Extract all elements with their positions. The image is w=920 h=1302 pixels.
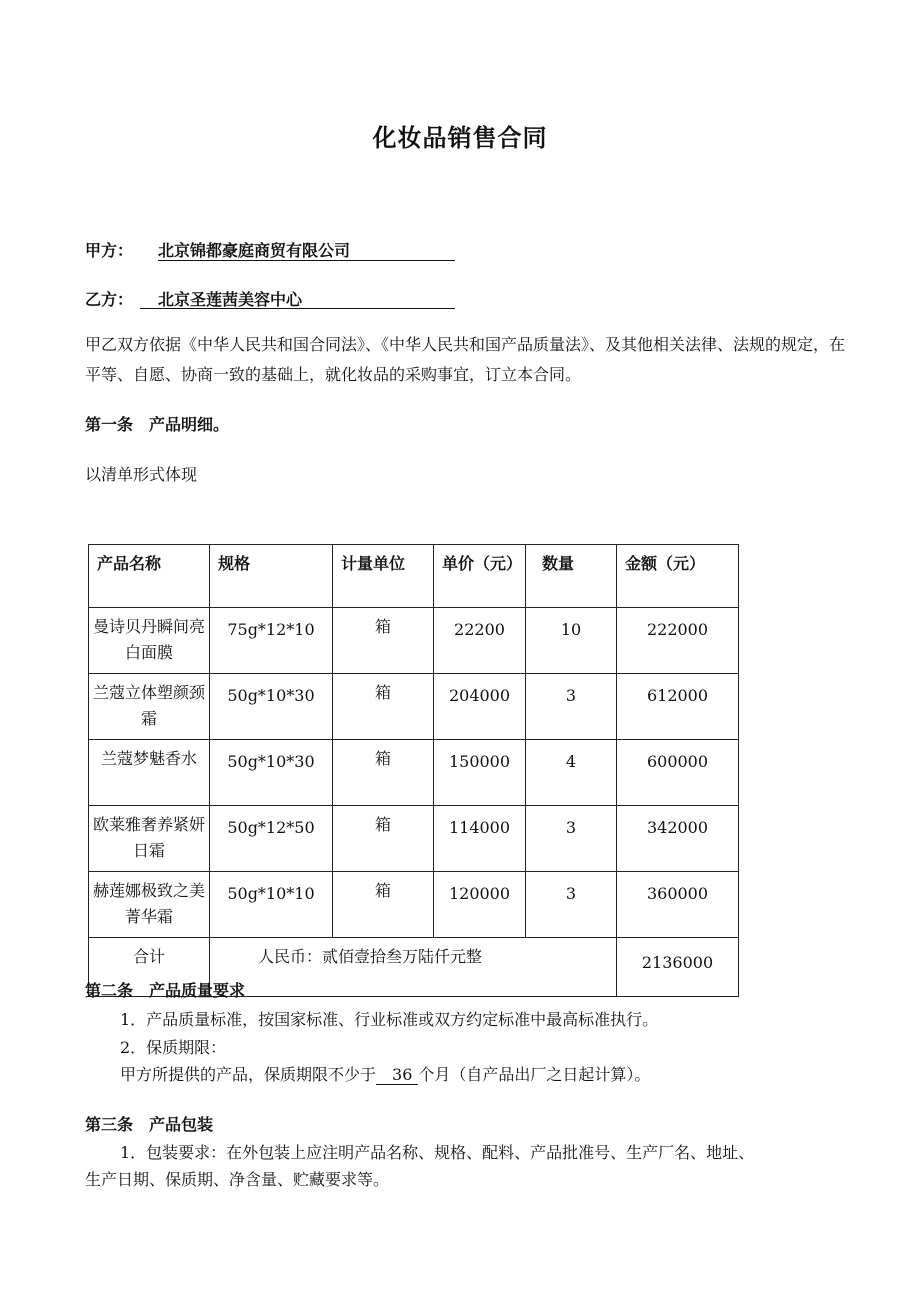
- table-row: [89, 608, 739, 674]
- intro-paragraph: 甲乙双方依据《中华人民共和国合同法》、《中华人民共和国产品质量法》、及其他相关法律、法规的规定，在平等、自愿、协商一致的基础上，就化妆品的采购事宜，订立本合同。: [85, 335, 846, 384]
- party-b: [85, 287, 303, 310]
- header-unit: 计量单位: [333, 545, 434, 608]
- product-price: 204000: [434, 674, 526, 740]
- article-3-number: 第三条: [85, 1115, 134, 1134]
- article-2-title: 产品质量要求: [149, 981, 246, 1000]
- party-a-label: 甲方：: [85, 241, 134, 260]
- product-quantity: 3: [526, 674, 617, 740]
- table-row: [89, 806, 739, 872]
- article-3-item-1-line-1: 1．包装要求：在外包装上应注明产品名称、规格、配料、产品批准号、生产厂名、地址、: [120, 1143, 755, 1162]
- total-amount: 2136000: [617, 938, 739, 997]
- party-b-name: 北京圣莲茜美容中心: [140, 287, 455, 309]
- header-quantity: 数量: [526, 545, 617, 608]
- product-unit: 箱: [333, 608, 434, 674]
- product-name: 赫莲娜极致之美菁华霜: [89, 872, 210, 938]
- product-price: 120000: [434, 872, 526, 938]
- product-unit: 箱: [333, 806, 434, 872]
- header-amount: 金额（元）: [617, 545, 739, 608]
- product-amount: 222000: [617, 608, 739, 674]
- shelf-life-line: [120, 1062, 650, 1085]
- product-price: 150000: [434, 740, 526, 806]
- product-spec: 50g*12*50: [210, 806, 333, 872]
- header-spec: 规格: [210, 545, 333, 608]
- table-row: [89, 872, 739, 938]
- total-label: 合计: [89, 938, 210, 997]
- total-in-words: 人民币：贰佰壹拾叁万陆仟元整: [210, 938, 617, 997]
- product-quantity: 4: [526, 740, 617, 806]
- shelf-life-suffix: 个月（自产品出厂之日起计算）。: [418, 1065, 651, 1084]
- product-name: 兰蔻立体塑颜颈霜: [89, 674, 210, 740]
- shelf-life-months: 36: [376, 1065, 418, 1085]
- product-amount: 360000: [617, 872, 739, 938]
- article-3-heading: [85, 1112, 213, 1135]
- product-name: 欧莱雅奢养紧妍日霜: [89, 806, 210, 872]
- article-1-number: 第一条: [85, 415, 134, 434]
- article-1-note: 以清单形式体现: [85, 465, 198, 484]
- party-a: [85, 238, 351, 261]
- party-a-name: 北京锦都豪庭商贸有限公司: [158, 238, 455, 261]
- product-spec: 50g*10*30: [210, 740, 333, 806]
- article-3-item-1-line-2: 生产日期、保质期、净含量、贮藏要求等。: [85, 1170, 390, 1189]
- product-name: 曼诗贝丹瞬间亮白面膜: [89, 608, 210, 674]
- product-unit: 箱: [333, 740, 434, 806]
- document-title: 化妆品销售合同: [372, 124, 548, 152]
- article-2-item-1: 1．产品质量标准，按国家标准、行业标准或双方约定标准中最高标准执行。: [120, 1010, 659, 1029]
- product-quantity: 3: [526, 806, 617, 872]
- product-amount: 342000: [617, 806, 739, 872]
- article-1-title: 产品明细。: [149, 415, 230, 434]
- product-name: 兰蔻梦魅香水: [89, 740, 210, 806]
- table-row: [89, 740, 739, 806]
- product-spec: 50g*10*10: [210, 872, 333, 938]
- product-spec: 75g*12*10: [210, 608, 333, 674]
- product-spec: 50g*10*30: [210, 674, 333, 740]
- article-2-heading: [85, 978, 245, 1001]
- product-quantity: 3: [526, 872, 617, 938]
- product-quantity: 10: [526, 608, 617, 674]
- header-product-name: 产品名称: [89, 545, 210, 608]
- product-unit: 箱: [333, 674, 434, 740]
- product-amount: 600000: [617, 740, 739, 806]
- shelf-life-prefix: 甲方所提供的产品，保质期限不少于: [120, 1065, 377, 1084]
- article-1-heading: [85, 412, 229, 435]
- product-table: [88, 544, 739, 997]
- product-amount: 612000: [617, 674, 739, 740]
- table-header-row: [89, 545, 739, 608]
- table-row: [89, 674, 739, 740]
- article-3-title: 产品包装: [149, 1115, 214, 1134]
- product-price: 22200: [434, 608, 526, 674]
- party-b-label: 乙方：: [85, 290, 134, 309]
- product-price: 114000: [434, 806, 526, 872]
- header-unit-price: 单价（元）: [434, 545, 526, 608]
- article-2-item-2: 2．保质期限：: [120, 1038, 227, 1057]
- article-2-number: 第二条: [85, 981, 134, 1000]
- product-unit: 箱: [333, 872, 434, 938]
